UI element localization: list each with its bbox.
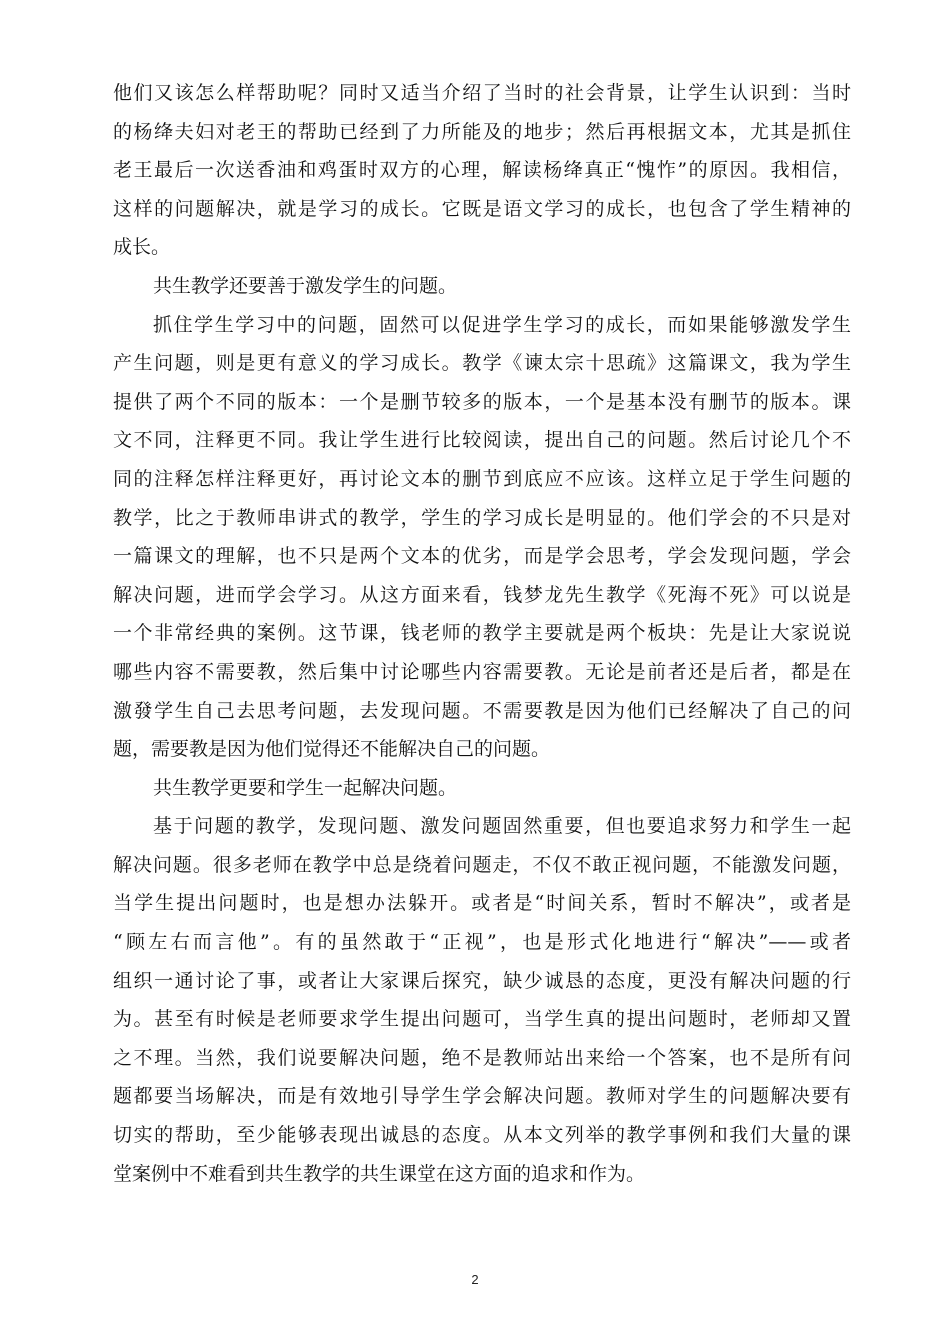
text-line: 为。甚至有时候是老师要求学生提出问题可，当学生真的提出问题时，老师却又置 (113, 1008, 851, 1031)
text-line: 哪些内容不需要教，然后集中讨论哪些内容需要教。无论是前者还是后者，都是在 (113, 660, 851, 683)
text-line: 提供了两个不同的版本：一个是删节较多的版本，一个是基本没有删节的版本。课 (113, 390, 851, 413)
text-line: 题，需要教是因为他们觉得还不能解决自己的问题。 (113, 738, 551, 761)
text-line: 解决问题。很多老师在教学中总是绕着问题走，不仅不敢正视问题，不能激发问题， (113, 853, 851, 876)
text-line: 文不同，注释更不同。我让学生进行比较阅读，提出自己的问题。然后讨论几个不 (113, 429, 851, 452)
paragraph (113, 74, 851, 267)
text-line: 一个非常经典的案例。这节课，钱老师的教学主要就是两个板块：先是让大家说说 (113, 622, 851, 645)
text-line: 共生教学还要善于激发学生的问题。 (153, 274, 458, 297)
text-line: 解决问题，进而学会学习。从这方面来看，钱梦龙先生教学《死海不死》可以说是 (113, 583, 851, 606)
text-line: 组织一通讨论了事，或者让大家课后探究，缺少诚恳的态度，更没有解决问题的行 (113, 969, 851, 992)
text-line: 激發学生自己去思考问题，去发现问题。不需要教是因为他们已经解决了自己的问 (113, 699, 851, 722)
text-line: 共生教学更要和学生一起解决问题。 (153, 776, 458, 799)
text-line: 他们又该怎么样帮助呢？同时又适当介绍了当时的社会背景，让学生认识到：当时 (113, 82, 851, 104)
body-text (113, 74, 851, 1193)
text-line: 当学生提出问题时，也是想办法躲开。或者是“时间关系，暂时不解决”，或者是 (113, 892, 851, 915)
paragraph (113, 306, 851, 769)
text-line: 堂案例中不难看到共生教学的共生课堂在这方面的追求和作为。 (113, 1162, 646, 1185)
text-line: 切实的帮助，至少能够表现出诚恳的态度。从本文列举的教学事例和我们大量的课 (113, 1124, 851, 1147)
page-number: 2 (471, 1272, 479, 1287)
paragraph (113, 807, 851, 1193)
text-line: 同的注释怎样注释更好，再讨论文本的删节到底应不应该。这样立足于学生问题的 (113, 467, 851, 490)
paragraph (113, 769, 851, 808)
text-line: 之不理。当然，我们说要解决问题，绝不是教师站出来给一个答案，也不是所有问 (113, 1046, 851, 1069)
text-line: 题都要当场解决，而是有效地引导学生学会解决问题。教师对学生的问题解决要有 (113, 1085, 851, 1108)
text-line: 抓住学生学习中的问题，固然可以促进学生学习的成长，而如果能够激发学生 (153, 313, 851, 336)
text-line: 基于问题的教学，发现问题、激发问题固然重要，但也要追求努力和学生一起 (153, 815, 851, 838)
text-line: 老王最后一次送香油和鸡蛋时双方的心理，解读杨绛真正“愧怍”的原因。我相信， (113, 159, 851, 182)
text-line: 的杨绛夫妇对老王的帮助已经到了力所能及的地步；然后再根据文本，尤其是抓住 (113, 120, 851, 143)
text-line: “顾左右而言他”。有的虽然敢于“正视”，也是形式化地进行“解决”——或者 (113, 931, 851, 954)
text-line: 成长。 (113, 236, 171, 259)
paragraph (113, 267, 851, 306)
text-line: 这样的问题解决，就是学习的成长。它既是语文学习的成长，也包含了学生精神的 (113, 197, 851, 220)
text-line: 教学，比之于教师串讲式的教学，学生的学习成长是明显的。他们学会的不只是对 (113, 506, 851, 529)
text-line: 产生问题，则是更有意义的学习成长。教学《谏太宗十思疏》这篇课文，我为学生 (113, 352, 851, 375)
text-line: 一篇课文的理解，也不只是两个文本的优劣，而是学会思考，学会发现问题，学会 (113, 545, 851, 568)
